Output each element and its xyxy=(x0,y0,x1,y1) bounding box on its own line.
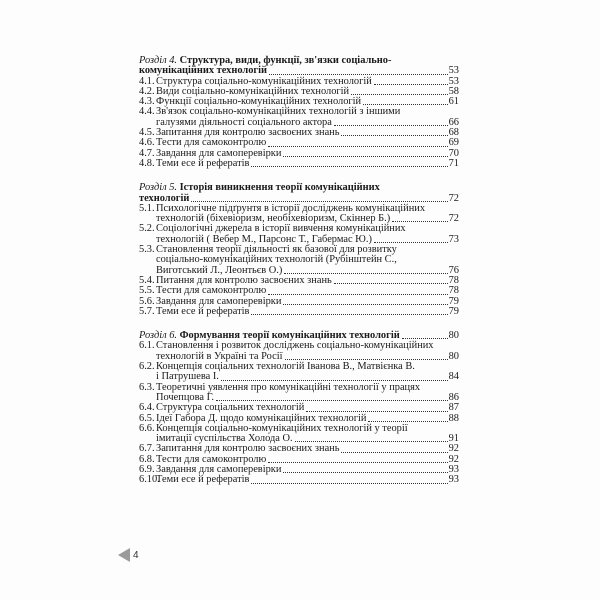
entry-line-text: Концепція соціально-комунікаційних технологій у теорії xyxy=(156,422,408,434)
leader-dots xyxy=(251,314,447,315)
entry-number: 5.2. xyxy=(139,223,155,235)
entry-line-text: Тести для самоконтролю xyxy=(156,453,267,465)
toc-entry[interactable] xyxy=(139,245,459,276)
entry-page: 66 xyxy=(448,116,459,128)
entry-page: 87 xyxy=(448,402,459,414)
leader-dots xyxy=(268,294,447,295)
entry-page: 92 xyxy=(448,453,459,465)
leader-dots xyxy=(374,84,448,85)
entry-line xyxy=(156,475,459,485)
section-page: 80 xyxy=(448,330,459,342)
toc-entry[interactable] xyxy=(139,224,459,245)
entry-line-text: Питання для контролю засвоєних знань xyxy=(156,274,332,286)
entry-page: 78 xyxy=(448,274,459,286)
entry-line xyxy=(156,159,459,169)
entry-page: 93 xyxy=(448,463,459,475)
entry-page: 58 xyxy=(448,85,459,97)
entry-text xyxy=(156,224,459,245)
entry-number: 6.7. xyxy=(139,443,155,455)
section-title: комунікаційних технологій xyxy=(139,65,268,77)
entry-number: 6.6. xyxy=(139,422,155,434)
entry-line-text: і Патрушева І. xyxy=(156,371,219,383)
entry-number: 6.4. xyxy=(139,402,155,414)
entry-line-text: Становлення теорії діяльності як базової для розвитку xyxy=(156,244,397,256)
entry-number: 5.5. xyxy=(139,285,155,297)
entry-page: 79 xyxy=(448,305,459,317)
entry-number: 5.7. xyxy=(139,305,155,317)
entry-number: 6.8. xyxy=(139,453,155,465)
section-title: технологій xyxy=(139,192,190,204)
entry-line-text: Функції соціально-комунікаційних технологій xyxy=(156,96,362,108)
leader-dots xyxy=(295,441,448,442)
entry-line-text: Ідеї Габора Д. щодо комунікаційних технологій xyxy=(156,412,367,424)
toc-entry[interactable] xyxy=(139,107,459,128)
entry-number: 5.4. xyxy=(139,274,155,286)
leader-dots xyxy=(221,380,448,381)
entry-number: 6.1. xyxy=(139,340,155,352)
entry-number: 6.2. xyxy=(139,361,155,373)
entry-line-text: Соціологічні джерела в історії вивчення комунікаційних xyxy=(156,223,406,235)
leader-dots xyxy=(334,283,448,284)
leader-dots xyxy=(269,74,448,75)
entry-page: 86 xyxy=(448,391,459,403)
entry-number: 6.3. xyxy=(139,381,155,393)
entry-number: 4.2. xyxy=(139,85,155,97)
entry-text xyxy=(156,286,459,296)
entry-text xyxy=(156,245,459,276)
table-of-contents xyxy=(139,56,459,486)
entry-text xyxy=(156,403,459,413)
entry-number: 4.6. xyxy=(139,137,155,149)
leader-dots xyxy=(268,146,447,147)
entry-line xyxy=(156,286,459,296)
page-footer xyxy=(118,548,139,562)
section-label: Розділ 5. xyxy=(139,182,178,194)
entry-text xyxy=(156,341,459,362)
leader-dots xyxy=(374,242,448,243)
entry-page: 69 xyxy=(448,137,459,149)
entry-number: 4.1. xyxy=(139,75,155,87)
leader-dots xyxy=(402,338,448,339)
entry-page: 88 xyxy=(448,412,459,424)
section-title: Структура, види, функції, зв'язки соціально- xyxy=(179,55,392,66)
entry-text xyxy=(156,159,459,169)
entry-line-text: технологій в Україні та Росії xyxy=(156,350,283,362)
entry-number: 4.7. xyxy=(139,147,155,159)
leader-dots xyxy=(306,411,447,412)
section-page: 53 xyxy=(448,65,459,77)
section-page: 72 xyxy=(448,192,459,204)
toc-section xyxy=(139,56,459,169)
leader-dots xyxy=(285,359,448,360)
entry-line-text: Психологічне підґрунтя в історії досліджень комунікаційних xyxy=(156,202,426,214)
section-title: Історія виникнення теорії комунікаційних xyxy=(179,182,380,194)
left-triangle-icon xyxy=(118,548,130,562)
toc-entry[interactable] xyxy=(139,286,459,296)
entry-line-text: Тести для самоконтролю xyxy=(156,137,267,149)
entry-page: 91 xyxy=(448,433,459,445)
leader-dots xyxy=(341,452,447,453)
entry-page: 92 xyxy=(448,443,459,455)
leader-dots xyxy=(216,400,448,401)
toc-entry[interactable] xyxy=(139,362,459,383)
leader-dots xyxy=(363,104,447,105)
leader-dots xyxy=(191,201,447,202)
toc-entry[interactable] xyxy=(139,475,459,485)
entry-line-text: Види соціально-комунікаційних технологій xyxy=(156,85,350,97)
entry-page: 71 xyxy=(448,157,459,169)
entry-number: 5.3. xyxy=(139,244,155,256)
entry-number: 5.1. xyxy=(139,202,155,214)
entry-line xyxy=(156,403,459,413)
entry-line-text: Концепція соціальних технологій Іванова В., Матвієнка В. xyxy=(156,361,415,373)
toc-entry[interactable] xyxy=(139,341,459,362)
entry-line-text: Теми есе й рефератів xyxy=(156,474,250,486)
toc-entry[interactable] xyxy=(139,159,459,169)
leader-dots xyxy=(251,166,447,167)
entry-number: 5.6. xyxy=(139,295,155,307)
entry-text xyxy=(156,362,459,383)
entry-page: 68 xyxy=(448,127,459,139)
entry-line-text: Тести для самоконтролю xyxy=(156,285,267,297)
entry-number: 4.8. xyxy=(139,157,155,169)
entry-line-text: Становлення і розвиток досліджень соціально-комунікаційних xyxy=(156,340,434,352)
entry-page: 84 xyxy=(448,371,459,383)
entry-line-text: Завдання для самоперевірки xyxy=(156,295,282,307)
entry-line-text: технологій ( Вебер М., Парсонс Т., Габермас Ю.) xyxy=(156,233,372,245)
entry-page: 73 xyxy=(448,233,459,245)
section-label: Розділ 4. xyxy=(139,55,178,66)
entry-number: 6.9. xyxy=(139,463,155,475)
entry-text xyxy=(156,383,459,404)
leader-dots xyxy=(368,421,447,422)
entry-line-text: Почепцова Г. xyxy=(156,391,214,403)
toc-entry[interactable] xyxy=(139,383,459,404)
entry-text xyxy=(156,107,459,128)
entry-line-text: Структура соціально-комунікаційних технологій xyxy=(156,75,372,87)
leader-dots xyxy=(268,462,447,463)
leader-dots xyxy=(334,125,448,126)
toc-entry[interactable] xyxy=(139,307,459,317)
leader-dots xyxy=(283,304,447,305)
entry-page: 72 xyxy=(448,213,459,225)
entry-page: 78 xyxy=(448,285,459,297)
entry-page: 79 xyxy=(448,295,459,307)
entry-line-text: Теми есе й рефератів xyxy=(156,157,250,169)
leader-dots xyxy=(351,94,447,95)
entry-page: 76 xyxy=(448,264,459,276)
entry-line-text: імитації суспільства Холода О. xyxy=(156,433,293,445)
leader-dots xyxy=(283,156,447,157)
entry-number: 4.3. xyxy=(139,96,155,108)
toc-entry[interactable] xyxy=(139,424,459,445)
entry-line-text: галузями діяльності соціального актора xyxy=(156,116,332,128)
entry-line-text: Зв'язок соціально-комунікаційних технологій з іншими xyxy=(156,106,401,118)
entry-number: 6.10. xyxy=(139,474,160,486)
leader-dots xyxy=(284,273,447,274)
entry-line-text: соціально-комунікаційних технологій (Рубінштейн С., xyxy=(156,254,397,266)
leader-dots xyxy=(341,135,447,136)
leader-dots xyxy=(283,472,447,473)
entry-line-text: Запитання для контролю засвоєних знань xyxy=(156,443,340,455)
entry-page: 80 xyxy=(448,350,459,362)
entry-number: 6.5. xyxy=(139,412,155,424)
leader-dots xyxy=(251,483,447,484)
entry-line xyxy=(156,307,459,317)
entry-line-text: Запитання для контролю засвоєних знань xyxy=(156,127,340,139)
toc-entry[interactable] xyxy=(139,204,459,225)
entry-line-text: Завдання для самоперевірки xyxy=(156,147,282,159)
entry-text xyxy=(156,307,459,317)
entry-line-text: Теоретичні уявлення про комунікаційні технології у працях xyxy=(156,381,421,393)
entry-page: 61 xyxy=(448,96,459,108)
entry-page: 70 xyxy=(448,147,459,159)
leader-dots xyxy=(392,221,447,222)
entry-line-text: Завдання для самоперевірки xyxy=(156,463,282,475)
entry-page: 53 xyxy=(448,75,459,87)
section-label: Розділ 6. xyxy=(139,330,178,342)
entry-text xyxy=(156,204,459,225)
page-number: 4 xyxy=(133,549,139,561)
entry-number: 4.5. xyxy=(139,127,155,139)
section-title: Формування теорії комунікаційних технологій xyxy=(179,330,400,342)
toc-entry[interactable] xyxy=(139,403,459,413)
entry-text xyxy=(156,475,459,485)
entry-line-text: Виготський Л., Леонтьєв О.) xyxy=(156,264,283,276)
entry-text xyxy=(156,424,459,445)
toc-section xyxy=(139,183,459,317)
entry-line-text: Теми есе й рефератів xyxy=(156,305,250,317)
entry-line-text: технологій (біхевіоризм, необіхевіоризм, Скіннер Б.) xyxy=(156,213,391,225)
toc-section xyxy=(139,331,459,485)
entry-line-text: Структура соціальних технологій xyxy=(156,402,305,414)
entry-number: 4.4. xyxy=(139,106,155,118)
entry-page: 93 xyxy=(448,474,459,486)
